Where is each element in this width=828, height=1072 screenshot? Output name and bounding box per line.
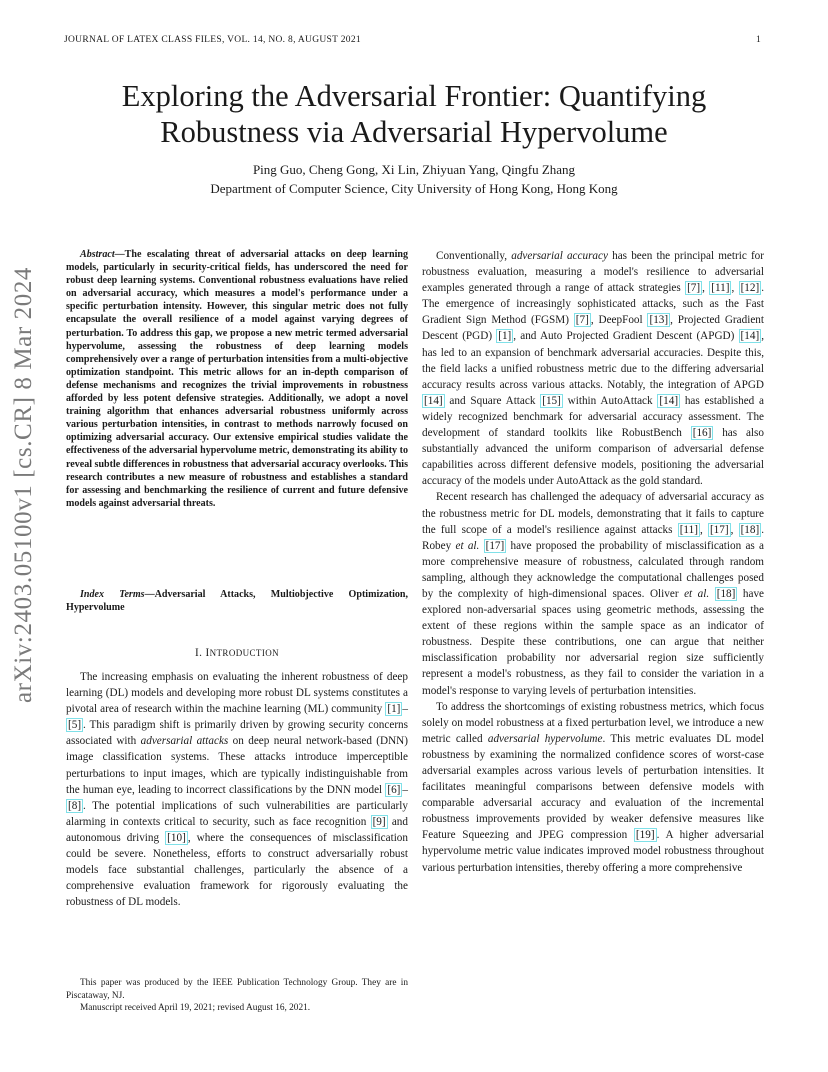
citation[interactable]: [16]: [692, 427, 712, 440]
paper-title: [60, 78, 768, 150]
paragraph-recent-research: [422, 489, 764, 698]
text: The increasing emphasis on evaluating the inherent robustness of deep learning (DL) models and developing more robust DL systems constitutes a pivotal area of research within the machine learning (ML) community: [66, 671, 408, 716]
citation[interactable]: [14]: [740, 330, 760, 343]
citation-link[interactable]: [739, 523, 762, 537]
text: has been the principal metric for robustness evaluation, measuring a model's resilience to adversarial examples generated through a range of attack strategies: [422, 250, 764, 295]
citation-link[interactable]: [385, 783, 402, 797]
text: has also substantially advanced the uniform comparison of adversarial defense capabilities across different defensive models, positioning the adversarial accuracy of the models under AutoAttack as the gold standard.: [422, 427, 764, 488]
text: within AutoAttack: [562, 394, 658, 407]
footnote-1: This paper was produced by the IEEE Publication Technology Group. They are in Piscataway, NJ.: [66, 978, 408, 1001]
text: –: [402, 703, 408, 716]
citation-link[interactable]: [685, 281, 702, 295]
running-head: JOURNAL OF LATEX CLASS FILES, VOL. 14, NO. 8, AUGUST 2021: [64, 35, 361, 45]
page-number: 1: [756, 35, 761, 45]
emphasis: adversarial attacks: [140, 735, 229, 748]
abstract-text: —The escalating threat of adversarial attacks on deep learning models, particularly in security-critical fields, has underscored the need for robust deep learning systems. Conventional robustness evaluations have relied on adversarial accuracy, which measures a model's performance under a specific perturbation intensity. However, this singular metric does not fully encapsulate the overall resilience of a model against varying degrees of perturbation. To address this gap, we propose a new metric termed adversarial hypervolume, assessing the robustness of deep learning models comprehensively over a range of perturbation intensities from a multi-objective optimization standpoint. This metric allows for an in-depth comparison of defense mechanisms and recognizes the trivial improvements in robustness afforded by less potent defensive strategies. Additionally, we adopt a novel training algorithm that enhances adversarial robustness uniformly across various perturbation intensities, in contrast to methods narrowly focused on optimizing adversarial accuracy. Our extensive empirical studies validate the effectiveness of the adversarial hypervolume metric, demonstrating its ability to reveal subtle differences in robustness that adversarial accuracy overlooks. This research contributes a new measure of robustness and establishes a standard for assessing and benchmarking the resilience of current and future defensive models against adversarial threats.: [66, 249, 408, 509]
text: , has led to an expansion of benchmark adversarial accuracies. Despite this, the field lacks a unified robustness metric due to the differing adversarial accuracy results across various attacks. Notably, the integration of APGD: [422, 330, 764, 391]
text: have explored non-adversarial spaces using geometric methods, assessing the extent of these regions within the sample space as an indicator of robustness. Despite these contributions, one can argue that neither misclassification probability nor adversarial region size sufficiently represent a model's robustness, as they fail to consider the variation in a model's response to varying levels of perturbation intensities.: [422, 587, 765, 697]
title-line-2: Robustness via Adversarial Hypervolume: [160, 115, 668, 149]
text: ,: [699, 523, 708, 536]
emphasis: adversarial hypervolume: [487, 732, 603, 745]
index-terms: [66, 588, 408, 614]
section-title-rest: NTRODUCTION: [209, 648, 280, 658]
text: . A higher adversarial hypervolume metric value indicates improved model robustness throughout various perturbation intensities, thereby offering a more comprehensive: [422, 829, 764, 874]
citation-link[interactable]: [739, 329, 762, 343]
citation[interactable]: [13]: [649, 314, 669, 327]
citation-link[interactable]: [709, 281, 731, 295]
citation[interactable]: [11]: [711, 282, 730, 295]
citation-link[interactable]: [708, 523, 731, 537]
index-terms-text: —Adversarial Attacks, Multiobjective Optimization, Hypervolume: [66, 589, 409, 614]
citation[interactable]: [14]: [424, 394, 443, 407]
text: . This paradigm shift is primarily driven by growing security concerns associated with: [66, 719, 408, 748]
text: have proposed the probability of misclassification as a more comprehensive measure of robustness, calculated through random sampling, although they acknowledge the computational challenges posed by the complexity of high-dimensional spaces. Oliver: [422, 539, 765, 600]
citation[interactable]: [17]: [709, 523, 729, 536]
text: ,: [702, 282, 710, 295]
citation[interactable]: [14]: [659, 394, 679, 407]
citation-link[interactable]: [647, 313, 670, 327]
footnotes: [66, 977, 408, 1015]
citation-link[interactable]: [385, 702, 402, 716]
text: , DeepFool: [590, 314, 648, 327]
citation-link[interactable]: [540, 394, 563, 408]
abstract: [66, 248, 408, 510]
arxiv-id: arXiv:2403.05100v1 [cs.CR] 8 Mar 2024: [10, 266, 37, 704]
text: Recent research has challenged the adequacy of adversarial accuracy as the robustness metric for DL models, demonstrating that it fails to capture the full scope of a model's resilience against attacks: [422, 491, 764, 536]
citation-link[interactable]: [66, 718, 83, 732]
citation-link[interactable]: [691, 426, 714, 440]
citation[interactable]: [9]: [372, 815, 386, 828]
citation-link[interactable]: [657, 394, 680, 408]
text: and Square Attack: [444, 394, 541, 407]
citation[interactable]: [5]: [68, 719, 82, 732]
emphasis: et al.: [455, 539, 480, 552]
citation[interactable]: [7]: [575, 314, 589, 327]
citation-link[interactable]: [739, 281, 762, 295]
citation[interactable]: [11]: [679, 523, 698, 536]
text: . Robey: [422, 523, 765, 552]
citation-link[interactable]: [371, 815, 388, 829]
author-block: [60, 160, 768, 198]
text: Conventionally,: [436, 250, 512, 262]
authors: Ping Guo, Cheng Gong, Xi Lin, Zhiyuan Yang, Qingfu Zhang: [252, 162, 576, 177]
emphasis: et al.: [684, 587, 710, 600]
footnote-2: Manuscript received April 19, 2021; revised August 16, 2021.: [80, 1003, 311, 1014]
citation-link[interactable]: [715, 587, 738, 601]
citation[interactable]: [1]: [498, 330, 512, 343]
section-heading: [66, 647, 408, 659]
affiliation: Department of Computer Science, City University of Hong Kong, Hong Kong: [210, 181, 618, 196]
arxiv-watermark: [4, 266, 44, 704]
text: To address the shortcomings of existing robustness metrics, which focus solely on model robustness at a fixed perturbation level, we introduce a new metric called: [422, 700, 764, 745]
citation-link[interactable]: [678, 523, 700, 537]
citation-link[interactable]: [634, 828, 657, 842]
text: . This metric evaluates DL model robustness by examining the normalized confidence scores of worst-case adversarial examples across various levels of perturbation intensities. It facilitates meaningful comparisons between defensive models with comparable adversarial accuracy and evaluation of the incremental robustness improvements provided by weaker defensive measures like Feature Squeezing and JPEG compression: [422, 732, 764, 842]
citation-link[interactable]: [422, 394, 445, 408]
citation-link[interactable]: [66, 799, 83, 813]
citation[interactable]: [7]: [687, 282, 701, 295]
text: , Projected Gradient Descent (PGD): [422, 314, 764, 343]
index-terms-label: Index Terms: [80, 589, 145, 600]
citation[interactable]: [8]: [68, 799, 82, 812]
citation[interactable]: [17]: [485, 539, 505, 552]
citation[interactable]: [19]: [635, 829, 655, 842]
text: on deep neural network-based (DNN) image classification systems. These attacks introduce imperceptible perturbations to input images, which are typically indistinguishable from the human eye, leading to incorrect classifications by the DNN model: [66, 735, 408, 796]
title-line-1: Exploring the Adversarial Frontier: Quantifying: [121, 79, 707, 113]
right-column: [422, 248, 764, 876]
citation[interactable]: [15]: [542, 394, 561, 407]
text: , and Auto Projected Gradient Descent (APGD): [513, 330, 739, 343]
intro-text: [66, 669, 408, 910]
text: ,: [730, 523, 739, 536]
citation[interactable]: [18]: [740, 523, 760, 536]
citation-link[interactable]: [496, 329, 513, 343]
text: . The potential implications of such vulnerabilities are particularly alarming in contexts critical to security, such as face recognition: [66, 799, 408, 828]
text: –: [402, 783, 408, 796]
section-number: I.: [194, 647, 203, 659]
abstract-label: Abstract: [80, 249, 115, 260]
text: . The emergence of increasingly sophisticated attacks, such as the Fast Gradient Sign Method (FGSM): [422, 282, 764, 327]
section-title-initial: I: [205, 647, 210, 659]
citation-link[interactable]: [165, 831, 188, 845]
text: ,: [731, 282, 739, 295]
paragraph-address-shortcomings: [422, 699, 764, 876]
citation[interactable]: [1]: [387, 703, 401, 716]
text: , where the consequences of misclassification could be severe. Nonetheless, efforts to construct adversarially robust models face substantial challenges, particularly the absence of a comprehensive evaluation framework for rigorously evaluating the robustness of DL models.: [66, 831, 408, 909]
citation[interactable]: [18]: [716, 587, 736, 600]
citation[interactable]: [10]: [167, 831, 186, 844]
citation-link[interactable]: [484, 539, 507, 553]
citation-link[interactable]: [574, 313, 591, 327]
text: has established a widely recognized benchmark for adversarial accuracy assessment. The development of standard toolkits like RobustBench: [422, 394, 765, 440]
paragraph-conventional: [422, 248, 764, 489]
citation[interactable]: [6]: [387, 783, 401, 796]
intro-paragraph: [66, 669, 408, 910]
text: and autonomous driving: [66, 815, 408, 844]
emphasis: adversarial accuracy: [511, 250, 608, 262]
citation[interactable]: [12]: [740, 282, 760, 295]
